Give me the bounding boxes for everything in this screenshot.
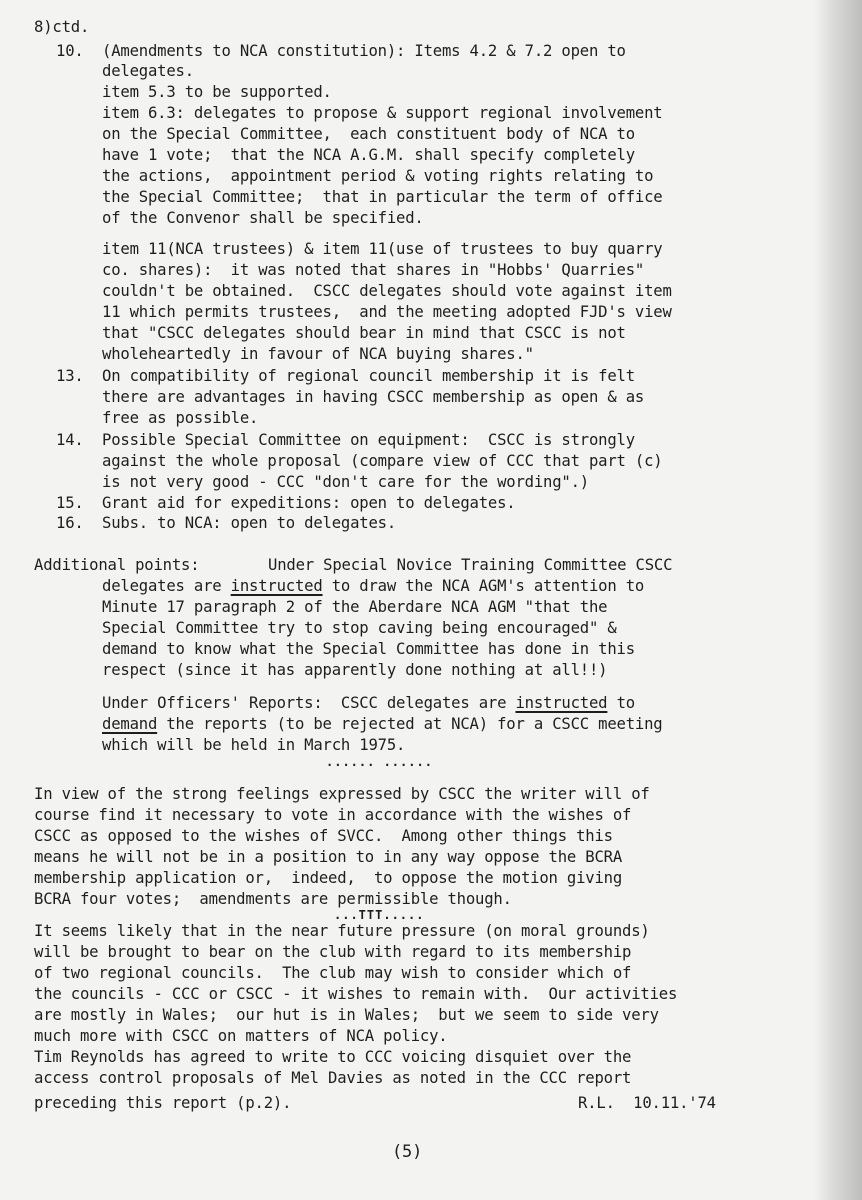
item-text: Grant aid for expeditions: open to delegates. <box>102 494 516 512</box>
section-continued: 8)ctd. <box>34 18 90 36</box>
item-text: Possible Special Committee on equipment: CSCC is strongly <box>102 431 635 449</box>
item-text: have 1 vote; that the NCA A.G.M. shall specify completely <box>102 146 635 164</box>
officers-text: demand the reports (to be rejected at NCA) for a CSCC meeting <box>102 715 663 733</box>
paragraph-text: are mostly in Wales; our hut is in Wales; but we seem to side very <box>34 1006 659 1024</box>
item-text: wholeheartedly in favour of NCA buying shares." <box>102 345 534 363</box>
item-text: on the Special Committee, each constituent body of NCA to <box>102 125 635 143</box>
item-text: (Amendments to NCA constitution): Items 4.2 & 7.2 open to <box>102 42 626 60</box>
additional-points-label: Additional points: <box>34 556 200 574</box>
item-number: 10. <box>56 42 84 60</box>
paragraph-text: In view of the strong feelings expressed by CSCC the writer will of <box>34 785 650 803</box>
additional-text: delegates are instructed to draw the NCA AGM's attention to <box>102 577 645 595</box>
additional-text: Under Special Novice Training Committee CSCC <box>268 556 673 574</box>
item-text: item 5.3 to be supported. <box>102 83 332 101</box>
paragraph-text: of two regional councils. The club may wish to consider which of <box>34 964 632 982</box>
item-number: 14. <box>56 431 84 449</box>
item-number: 13. <box>56 367 84 385</box>
additional-text: respect (since it has apparently done nothing at all!!) <box>102 661 608 679</box>
paragraph-text: BCRA four votes; amendments are permissible though. <box>34 890 512 908</box>
paragraph-text: membership application or, indeed, to oppose the motion giving <box>34 869 623 887</box>
separator-dots: ...TTT..... <box>334 908 425 922</box>
item-text: 11 which permits trustees, and the meeting adopted FJD's view <box>102 303 672 321</box>
item-text: delegates. <box>102 62 194 80</box>
additional-text: demand to know what the Special Committee has done in this <box>102 640 635 658</box>
item-text: free as possible. <box>102 409 259 427</box>
item-text: item 6.3: delegates to propose & support regional involvement <box>102 104 663 122</box>
underlined-instructed: instructed <box>230 577 323 595</box>
item-text: the actions, appointment period & voting rights relating to <box>102 167 654 185</box>
additional-text: Minute 17 paragraph 2 of the Aberdare NCA AGM "that the <box>102 598 608 616</box>
paragraph-text: access control proposals of Mel Davies as noted in the CCC report <box>34 1069 632 1087</box>
item-text: against the whole proposal (compare view of CCC that part (c) <box>102 452 663 470</box>
item-text: the Special Committee; that in particular the term of office <box>102 188 663 206</box>
officers-text: Under Officers' Reports: CSCC delegates are instructed to <box>102 694 635 712</box>
paragraph-text: CSCC as opposed to the wishes of SVCC. Among other things this <box>34 827 613 845</box>
item-text: is not very good - CCC "don't care for the wording".) <box>102 473 589 491</box>
paragraph-text: Tim Reynolds has agreed to write to CCC voicing disquiet over the <box>34 1048 632 1066</box>
paragraph-text: It seems likely that in the near future pressure (on moral grounds) <box>34 922 650 940</box>
item-text: of the Convenor shall be specified. <box>102 209 424 227</box>
paragraph-text: preceding this report (p.2). <box>34 1094 292 1112</box>
paragraph-text: means he will not be in a position to in any way oppose the BCRA <box>34 848 623 866</box>
item-text: Subs. to NCA: open to delegates. <box>102 514 397 532</box>
scan-edge-shadow <box>814 0 862 1200</box>
signature-date: R.L. 10.11.'74 <box>578 1094 716 1112</box>
item-text: couldn't be obtained. CSCC delegates should vote against item <box>102 282 672 300</box>
item-number: 16. <box>56 514 84 532</box>
underlined-demand: demand <box>102 715 158 733</box>
paragraph-text: course find it necessary to vote in accordance with the wishes of <box>34 806 632 824</box>
paragraph-text: much more with CSCC on matters of NCA policy. <box>34 1027 448 1045</box>
page-number: (5) <box>392 1142 423 1162</box>
additional-text: Special Committee try to stop caving being encouraged" & <box>102 619 617 637</box>
officers-text: which will be held in March 1975. <box>102 736 406 754</box>
paragraph-text: will be brought to bear on the club with regard to its membership <box>34 943 632 961</box>
paragraph-text: the councils - CCC or CSCC - it wishes to remain with. Our activities <box>34 985 678 1003</box>
item-text: On compatibility of regional council membership it is felt <box>102 367 635 385</box>
item-text: item 11(NCA trustees) & item 11(use of trustees to buy quarry <box>102 240 663 258</box>
item-text: there are advantages in having CSCC membership as open & as <box>102 388 645 406</box>
item-text: co. shares): it was noted that shares in "Hobbs' Quarries" <box>102 261 645 279</box>
separator-dots: ...... ...... <box>326 755 433 769</box>
item-text: that "CSCC delegates should bear in mind that CSCC is not <box>102 324 626 342</box>
underlined-instructed: instructed <box>515 694 608 712</box>
item-number: 15. <box>56 494 84 512</box>
